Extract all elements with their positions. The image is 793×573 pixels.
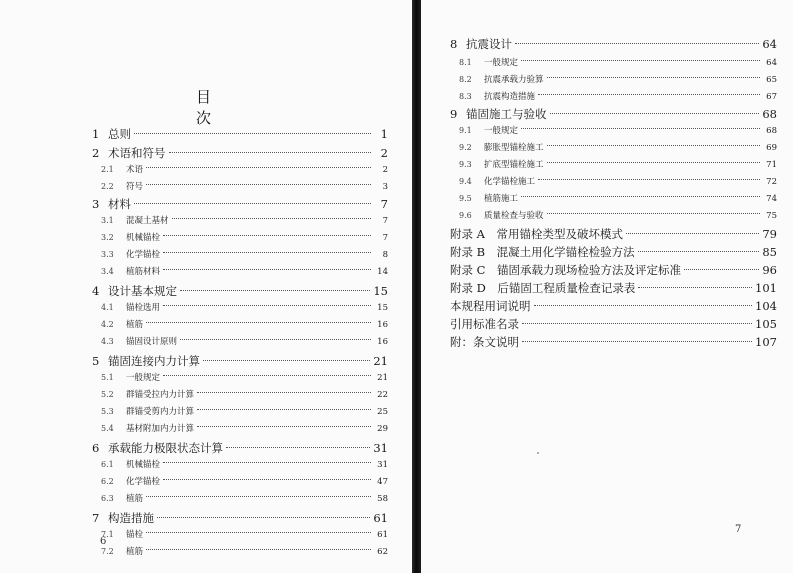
toc-entry-number: 1 [92,127,100,141]
toc-entry-sec [101,299,388,317]
toc-entry-page: 85 [762,245,777,259]
toc-entry-number: 2 [92,146,100,160]
leader-dots [146,532,371,533]
toc-entry-page: 64 [766,58,777,68]
toc-entry-page: 64 [762,37,777,51]
toc-entry-sec [101,212,388,230]
leader-dots [163,252,371,253]
toc-entry-page: 21 [377,373,388,383]
toc-entry-number: 9.1 [459,126,472,135]
toc-entry-page: 71 [766,160,777,170]
toc-entry-number: 6 [92,441,100,455]
toc-entry-number: 8.2 [459,75,472,84]
toc-entry-title: 膨胀型锚栓施工 [484,143,544,153]
toc-entry-number: 5.4 [101,424,114,433]
toc-entry-title: 抗震承载力验算 [484,75,544,85]
toc-entry-title: 本规程用词说明 [450,299,531,313]
toc-entry-title: 植筋 [126,547,144,557]
toc-entry-number: 7 [92,511,100,525]
toc-entry-title: 植筋材料 [126,267,161,277]
toc-entry-number: 5.1 [101,373,114,382]
toc-entry-title: 附录 D 后锚固工程质量检查记录表 [450,281,636,295]
toc-entry-title: 设计基本规定 [108,284,177,298]
toc-entry-number: 4.1 [101,303,114,312]
toc-entry-title: 附：条文说明 [450,335,519,349]
toc-entry-number: 9.4 [459,177,472,186]
leader-dots [134,203,371,204]
toc-entry-title: 承载能力极限状态计算 [108,441,223,455]
leader-dots [534,305,753,306]
leader-dots [197,409,371,410]
leader-dots [157,517,370,518]
toc-entry-page: 75 [766,211,777,221]
toc-entry-app [450,225,777,243]
toc-entry-sec [101,178,388,196]
toc-entry-page: 68 [766,126,777,136]
toc-entry-number: 2.1 [101,165,114,174]
toc-entry-app [450,315,777,333]
toc-entry-number: 4 [92,284,100,298]
toc-entry-sec [101,420,388,438]
toc-entry-title: 材料 [108,197,131,211]
leader-dots [538,94,760,95]
toc-entry-sec [459,207,777,225]
toc-entry-number: 4.2 [101,320,114,329]
toc-entry-title: 基材附加内力计算 [126,424,195,434]
toc-entry-chap [450,105,777,123]
leader-dots [134,133,371,134]
toc-entry-title: 抗震设计 [466,37,512,51]
leader-dots [547,145,760,146]
toc-entry-title: 化学锚栓 [126,250,161,260]
toc-entry-page: 31 [373,441,388,455]
leader-dots [163,375,371,376]
toc-entry-page: 58 [377,494,388,504]
toc-entry-page: 65 [766,75,777,85]
leader-dots [197,426,371,427]
toc-entry-number: 3.4 [101,267,114,276]
toc-entry-page: 22 [377,390,388,400]
toc-entry-page: 68 [762,107,777,121]
toc-entry-sec [101,369,388,387]
toc-entry-title: 术语和符号 [108,146,166,160]
toc-entry-number: 9 [450,107,458,121]
toc-entry-page: 16 [377,320,388,330]
leader-dots [146,184,371,185]
toc-entry-page: 61 [377,530,388,540]
toc-entry-title: 附录 A 常用锚栓类型及破坏模式 [450,227,623,241]
toc-entry-sec [459,173,777,191]
toc-entry-number: 9.5 [459,194,472,203]
toc-entry-number: 4.3 [101,337,114,346]
toc-entry-sec [101,386,388,404]
toc-entry-chap [92,144,388,162]
toc-entry-sec [459,122,777,140]
leader-dots [515,43,759,44]
toc-entry-title: 植筋施工 [484,194,519,204]
leader-dots [521,128,760,129]
toc-entry-title: 锚固连接内力计算 [108,354,200,368]
toc-entry-page: 15 [377,303,388,313]
toc-entry-app [450,333,777,351]
toc-entry-number: 9.2 [459,143,472,152]
toc-entry-page: 15 [373,284,388,298]
toc-entry-page: 21 [373,354,388,368]
page-number-left: 6 [100,536,107,547]
toc-entry-page: 62 [377,547,388,557]
toc-entry-sec [101,229,388,247]
toc-entry-sec [101,263,388,281]
toc-entry-app [450,243,777,261]
toc-entry-number: 6.2 [101,477,114,486]
toc-entry-number: 5.2 [101,390,114,399]
toc-entry-sec [101,526,388,544]
toc-entry-number: 3.3 [101,250,114,259]
toc-entry-sec [101,490,388,508]
leader-dots [163,479,371,480]
toc-entry-title: 一般规定 [484,126,519,136]
leader-dots [638,287,752,288]
book-gutter [412,0,421,573]
toc-entry-number: 9.3 [459,160,472,169]
toc-entry-title: 锚固施工与验收 [466,107,547,121]
toc-entry-page: 2 [380,146,388,160]
toc-entry-number: 8 [450,37,458,51]
leader-dots [163,462,371,463]
toc-entry-chap [92,125,388,143]
toc-entry-page: 47 [377,477,388,487]
toc-entry-title: 化学锚栓施工 [484,177,536,187]
toc-entry-title: 锚栓 [126,530,144,540]
toc-entry-number: 6.3 [101,494,114,503]
toc-entry-page: 8 [382,250,388,260]
toc-entry-app [450,261,777,279]
toc-entry-title: 总则 [108,127,131,141]
toc-entry-page: 69 [766,143,777,153]
toc-entry-number: 5 [92,354,100,368]
toc-entry-number: 8.1 [459,58,472,67]
toc-entry-page: 101 [755,281,777,295]
leader-dots [522,341,752,342]
toc-entry-sec [101,161,388,179]
leader-dots [203,360,370,361]
leader-dots [180,339,371,340]
toc-entry-sec [101,456,388,474]
leader-dots [226,447,370,448]
toc-entry-page: 72 [766,177,777,187]
toc-entry-title: 一般规定 [126,373,161,383]
leader-dots [522,323,752,324]
toc-entry-page: 29 [377,424,388,434]
toc-entry-chap [92,282,388,300]
toc-entry-title: 附录 B 混凝土用化学锚栓检验方法 [450,245,635,259]
right-page [421,0,793,573]
toc-entry-title: 一般规定 [484,58,519,68]
leader-dots [547,77,760,78]
toc-entry-page: 74 [766,194,777,204]
leader-dots [626,233,759,234]
leader-dots [163,235,371,236]
toc-entry-page: 7 [382,233,388,243]
toc-entry-page: 67 [766,92,777,102]
toc-entry-page: 79 [762,227,777,241]
toc-entry-title: 群锚受剪内力计算 [126,407,195,417]
leader-dots [146,549,371,550]
toc-entry-page: 31 [377,460,388,470]
toc-entry-sec [101,403,388,421]
toc-heading: 目 次 [196,88,283,127]
toc-entry-title: 机械锚栓 [126,233,161,243]
toc-entry-sec [101,333,388,351]
toc-entry-chap [92,509,388,527]
toc-entry-chap [92,195,388,213]
toc-entry-number: 3 [92,197,100,211]
toc-entry-page: 14 [377,267,388,277]
toc-entry-title: 构造措施 [108,511,154,525]
leader-dots [547,162,760,163]
toc-entry-app [450,297,777,315]
toc-entry-number: 2.2 [101,182,114,191]
toc-entry-number: 6.1 [101,460,114,469]
toc-entry-sec [459,139,777,157]
toc-entry-title: 附录 C 锚固承载力现场检验方法及评定标准 [450,263,681,277]
toc-entry-app [450,279,777,297]
leader-dots [638,251,760,252]
toc-entry-number: 5.3 [101,407,114,416]
toc-entry-chap [450,35,777,53]
toc-entry-title: 植筋 [126,494,144,504]
toc-entry-page: 61 [373,511,388,525]
leader-dots [169,152,372,153]
toc-entry-title: 混凝土基材 [126,216,169,226]
toc-entry-page: 107 [755,335,777,349]
toc-entry-number: 7.2 [101,547,114,556]
toc-entry-page: 7 [380,197,388,211]
toc-entry-sec [101,316,388,334]
toc-entry-page: 7 [382,216,388,226]
toc-entry-sec [459,156,777,174]
leader-dots [197,392,371,393]
page-number-right: 7 [735,524,742,535]
toc-entry-page: 96 [762,263,777,277]
leader-dots [146,167,371,168]
leader-dots [684,269,759,270]
toc-entry-number: 7.1 [101,530,114,539]
toc-entry-title: 植筋 [126,320,144,330]
toc-entry-page: 1 [380,127,388,141]
toc-entry-page: 16 [377,337,388,347]
toc-entry-page: 3 [382,182,388,192]
toc-entry-title: 术语 [126,165,144,175]
toc-entry-sec [459,190,777,208]
toc-entry-sec [459,54,777,72]
toc-entry-page: 104 [755,299,777,313]
toc-entry-title: 群锚受拉内力计算 [126,390,195,400]
leader-dots [538,179,760,180]
toc-entry-page: 2 [382,165,388,175]
leader-dots [550,113,760,114]
toc-entry-title: 抗震构造措施 [484,92,536,102]
leader-dots [521,196,760,197]
toc-entry-page: 25 [377,407,388,417]
leader-dots [163,305,371,306]
toc-entry-sec [101,543,388,561]
toc-entry-title: 符号 [126,182,144,192]
toc-entry-chap [92,439,388,457]
toc-entry-number: 8.3 [459,92,472,101]
leader-dots [180,290,370,291]
toc-entry-title: 锚栓选用 [126,303,161,313]
toc-entry-title: 引用标准名录 [450,317,519,331]
toc-entry-sec [101,473,388,491]
toc-entry-title: 扩底型锚栓施工 [484,160,544,170]
toc-entry-number: 3.2 [101,233,114,242]
toc-entry-title: 机械锚栓 [126,460,161,470]
leader-dots [163,269,371,270]
toc-entry-chap [92,352,388,370]
leader-dots [547,213,760,214]
toc-entry-sec [459,88,777,106]
leader-dots [146,496,371,497]
paper-speck [537,452,539,454]
toc-entry-title: 锚固设计原则 [126,337,178,347]
leader-dots [146,322,371,323]
toc-entry-title: 质量检查与验收 [484,211,544,221]
toc-entry-page: 105 [755,317,777,331]
toc-entry-title: 化学锚栓 [126,477,161,487]
toc-entry-sec [101,246,388,264]
leader-dots [521,60,760,61]
toc-entry-number: 3.1 [101,216,114,225]
toc-entry-number: 9.6 [459,211,472,220]
leader-dots [172,218,371,219]
toc-entry-sec [459,71,777,89]
